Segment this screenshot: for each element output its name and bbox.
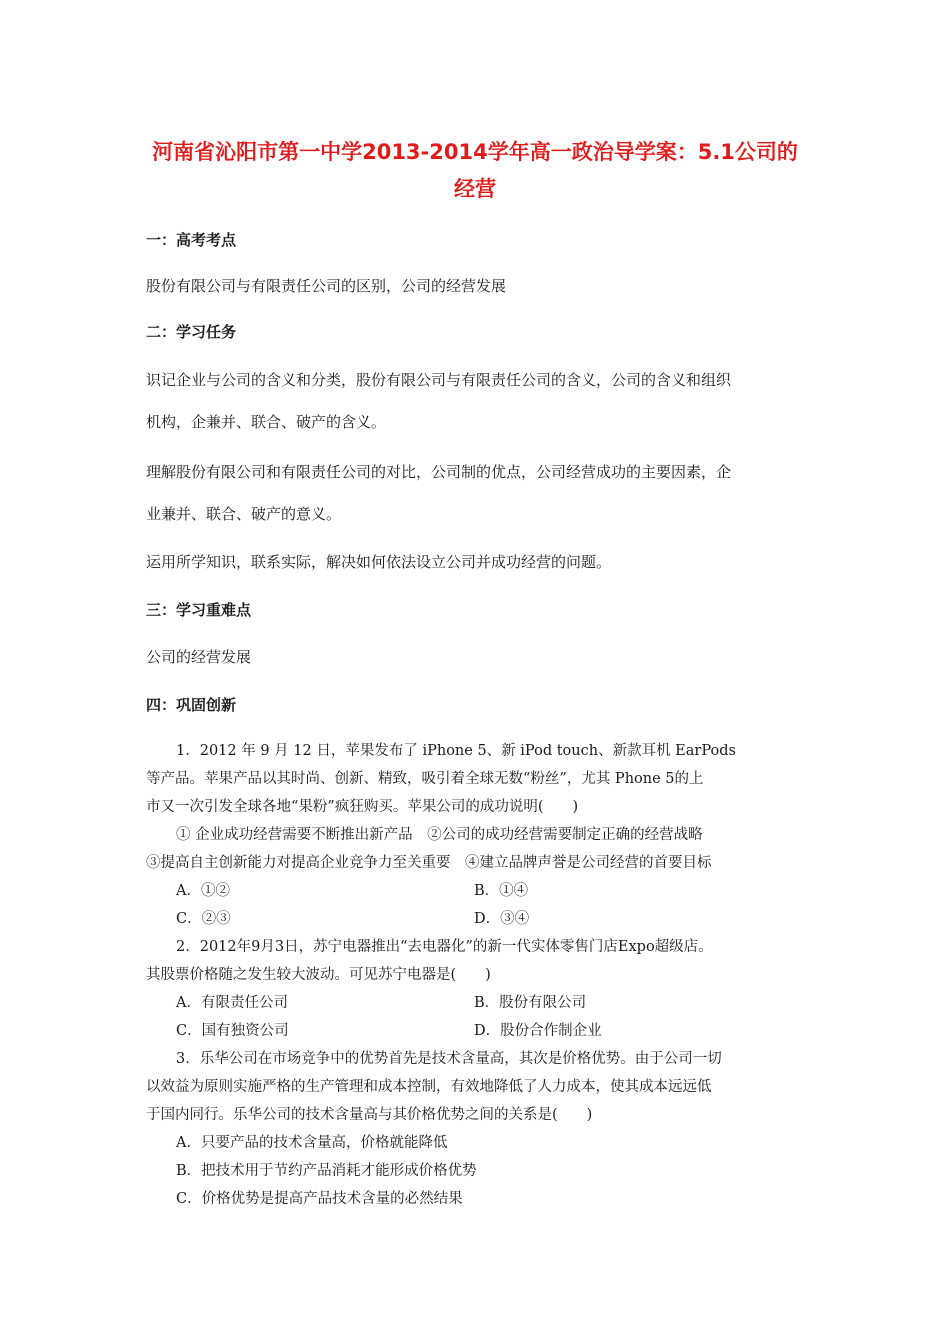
question-1-option-b: B．①④ (474, 883, 529, 899)
question-2-line: 2．2012年9月3日，苏宁电器推出“去电器化”的新一代实体零售门店Expo超级店。 (176, 939, 713, 955)
question-1-option-c: C．②③ (176, 911, 231, 927)
document-title-line-2: 经营 (454, 177, 496, 201)
question-3-line: 于国内同行。乐华公司的技术含量高与其价格优势之间的关系是( ) (146, 1107, 593, 1123)
paragraph: 理解股份有限公司和有限责任公司的对比，公司制的优点，公司经营成功的主要因素，企 (146, 463, 732, 481)
paragraph: 公司的经营发展 (146, 648, 252, 666)
question-1-line: 等产品。苹果产品以其时尚、创新、精致，吸引着全球无数“粉丝”，尤其 Phone 5的上 (146, 771, 704, 787)
question-2-option-c: C．国有独资公司 (176, 1023, 289, 1039)
question-2-option-b: B．股份有限公司 (474, 995, 587, 1011)
question-3-line: 以效益为原则实施严格的生产管理和成本控制，有效地降低了人力成本，使其成本远远低 (146, 1079, 712, 1095)
document-title-line-1: 河南省沁阳市第一中学2013-2014学年高一政治导学案：5.1公司的 (152, 140, 798, 164)
section-heading-learning-tasks: 二：学习任务 (146, 323, 237, 341)
question-3-option-a: A．只要产品的技术含量高，价格就能降低 (176, 1135, 448, 1151)
question-2-option-d: D．股份合作制企业 (474, 1023, 602, 1039)
question-3-line: 3．乐华公司在市场竞争中的优势首先是技术含量高，其次是价格优势。由于公司一切 (176, 1051, 722, 1067)
question-1-option-a: A．①② (176, 883, 230, 899)
question-2-option-a: A．有限责任公司 (176, 995, 288, 1011)
question-3-option-b: B．把技术用于节约产品消耗才能形成价格优势 (176, 1163, 477, 1179)
paragraph: 股份有限公司与有限责任公司的区别，公司的经营发展 (146, 277, 507, 295)
question-1-option-d: D．③④ (474, 911, 530, 927)
paragraph: 识记企业与公司的含义和分类，股份有限公司与有限责任公司的含义，公司的含义和组织 (146, 371, 732, 389)
paragraph: 运用所学知识，联系实际，解决如何依法设立公司并成功经营的问题。 (146, 553, 612, 571)
question-3-option-c: C．价格优势是提高产品技术含量的必然结果 (176, 1191, 463, 1207)
question-1-line: 市又一次引发全球各地“果粉”疯狂购买。苹果公司的成功说明( ) (146, 799, 579, 815)
question-2-line: 其股票价格随之发生较大波动。可见苏宁电器是( ) (146, 967, 491, 983)
question-1-line: ③提高自主创新能力对提高企业竞争力至关重要 ④建立品牌声誉是公司经营的首要目标 (146, 855, 712, 871)
section-heading-exam-points: 一：高考考点 (146, 231, 237, 249)
section-heading-key-points: 三：学习重难点 (146, 601, 252, 619)
paragraph: 业兼并、联合、破产的意义。 (146, 505, 342, 523)
question-1-line: 1．2012 年 9 月 12 日，苹果发布了 iPhone 5、新 iPod touch、新款耳机 EarPods (176, 743, 736, 759)
section-heading-consolidation: 四：巩固创新 (146, 696, 237, 714)
question-1-line: ① 企业成功经营需要不断推出新产品 ②公司的成功经营需要制定正确的经营战略 (176, 827, 703, 843)
paragraph: 机构，企兼并、联合、破产的含义。 (146, 413, 387, 431)
